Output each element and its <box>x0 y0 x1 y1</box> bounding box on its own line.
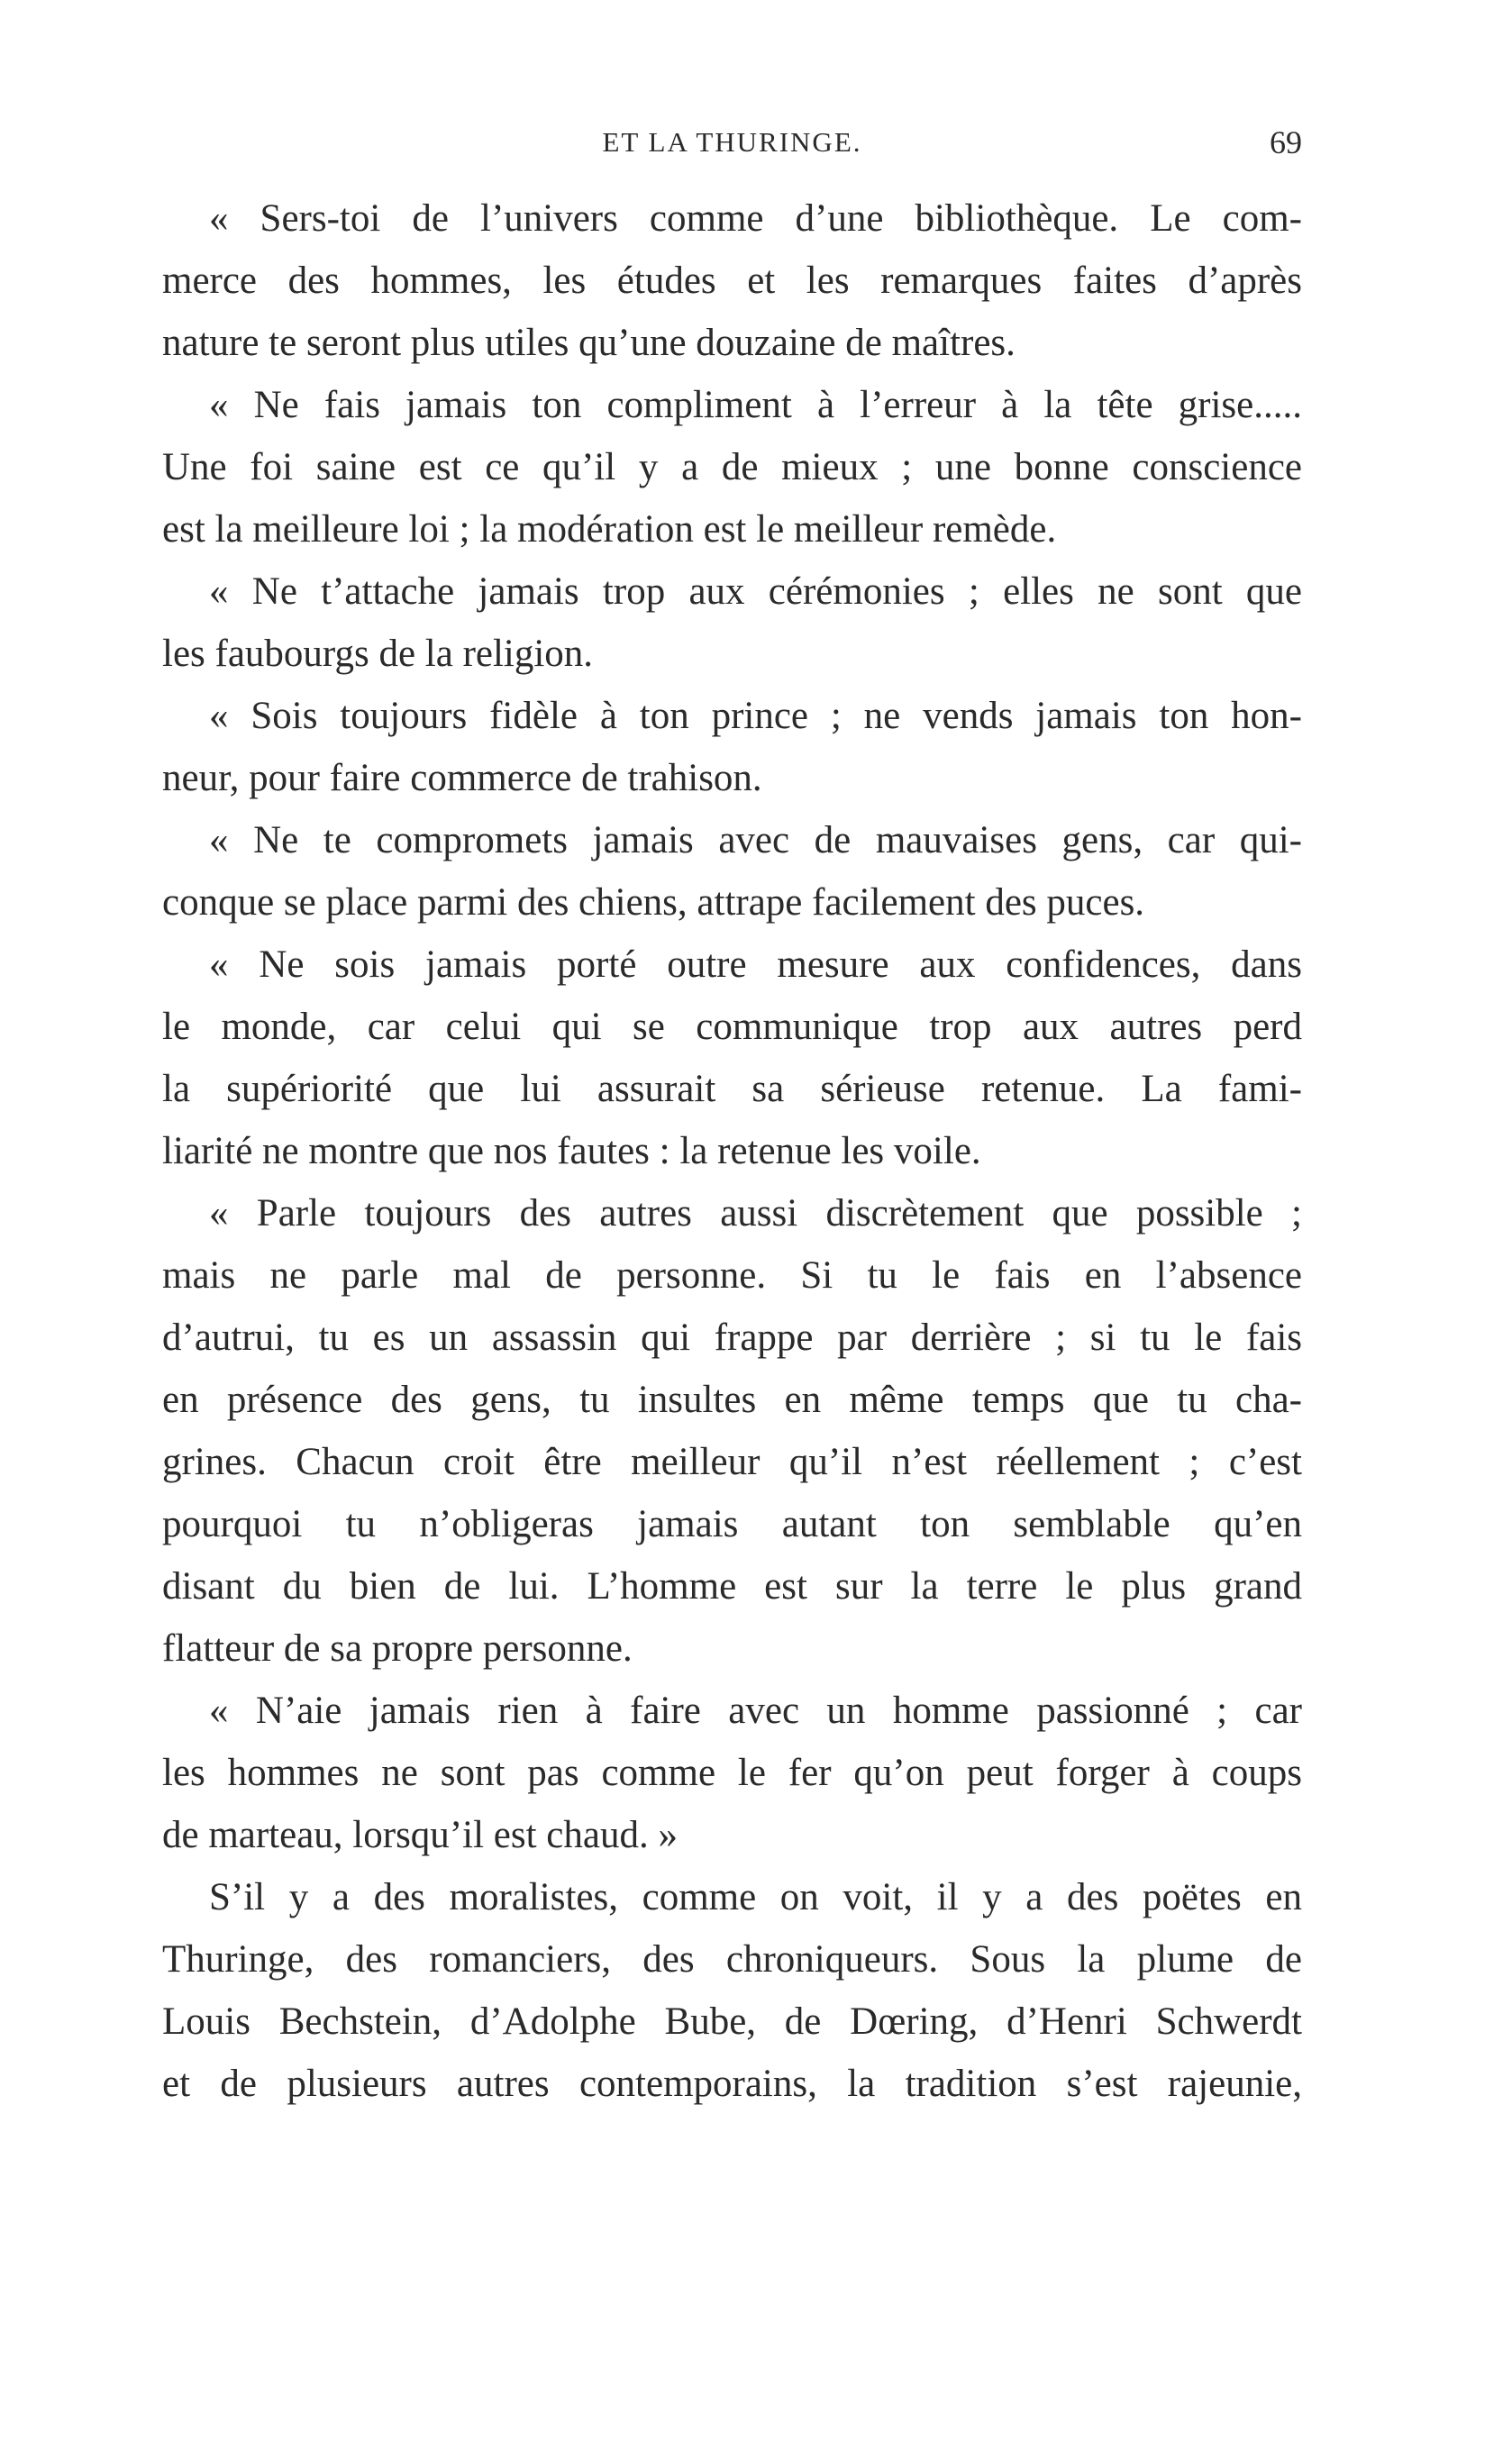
text-line: « N’aie jamais rien à faire avec un homme passionné ; car <box>209 1690 1302 1732</box>
text-line: neur, pour faire commerce de trahison. <box>162 757 762 799</box>
text-line: S’il y a des moralistes, comme on voit, il y a des poëtes en <box>209 1876 1302 1918</box>
text-line: nature te seront plus utiles qu’une douzaine de maîtres. <box>162 322 1016 364</box>
text-line: les hommes ne sont pas comme le fer qu’on peut forger à coups <box>162 1752 1302 1794</box>
text-line: d’autrui, tu es un assassin qui frappe par derrière ; si tu le fais <box>162 1317 1302 1359</box>
text-line: « Sers-toi de l’univers comme d’une bibliothèque. Le com- <box>209 197 1302 240</box>
text-line: les faubourgs de la religion. <box>162 633 594 675</box>
text-line: flatteur de sa propre personne. <box>162 1627 633 1670</box>
text-line: Thuringe, des romanciers, des chroniqueurs. Sous la plume de <box>162 1938 1302 1981</box>
text-line: mais ne parle mal de personne. Si tu le fais en l’absence <box>162 1254 1302 1297</box>
text-line: en présence des gens, tu insultes en même temps que tu cha- <box>162 1379 1302 1421</box>
text-line: et de plusieurs autres contemporains, la tradition s’est rajeunie, <box>162 2063 1302 2105</box>
running-title: ET LA THURINGE. <box>602 126 862 158</box>
text-line: disant du bien de lui. L’homme est sur la terre le plus grand <box>162 1565 1302 1608</box>
text-line: de marteau, lorsqu’il est chaud. » <box>162 1814 678 1856</box>
page-number: 69 <box>1270 124 1302 160</box>
text-line: la supériorité que lui assurait sa sérieuse retenue. La fami- <box>162 1068 1302 1110</box>
text-line: est la meilleure loi ; la modération est le meilleur remède. <box>162 508 1057 551</box>
running-header <box>162 120 1302 165</box>
text-line: pourquoi tu n’obligeras jamais autant ton semblable qu’en <box>162 1503 1302 1545</box>
text-line: merce des hommes, les études et les remarques faites d’après <box>162 260 1302 302</box>
text-line: « Ne t’attache jamais trop aux cérémonies ; elles ne sont que <box>209 570 1302 613</box>
body-text <box>162 187 1302 2115</box>
text-line: « Ne te compromets jamais avec de mauvaises gens, car qui- <box>209 819 1302 861</box>
text-line: « Parle toujours des autres aussi discrètement que possible ; <box>209 1192 1302 1235</box>
text-line: le monde, car celui qui se communique trop aux autres perd <box>162 1006 1302 1048</box>
text-line: « Ne fais jamais ton compliment à l’erreur à la tête grise..... <box>209 384 1302 426</box>
text-line: Louis Bechstein, d’Adolphe Bube, de Dœring, d’Henri Schwerdt <box>162 2000 1302 2043</box>
text-line: « Ne sois jamais porté outre mesure aux confidences, dans <box>209 943 1302 986</box>
text-line: liarité ne montre que nos fautes : la retenue les voile. <box>162 1130 981 1172</box>
text-line: grines. Chacun croit être meilleur qu’il n’est réellement ; c’est <box>162 1441 1302 1483</box>
text-line: Une foi saine est ce qu’il y a de mieux ; une bonne conscience <box>162 446 1302 488</box>
text-line: conque se place parmi des chiens, attrape facilement des puces. <box>162 881 1145 924</box>
text-line: « Sois toujours fidèle à ton prince ; ne vends jamais ton hon- <box>209 695 1302 737</box>
